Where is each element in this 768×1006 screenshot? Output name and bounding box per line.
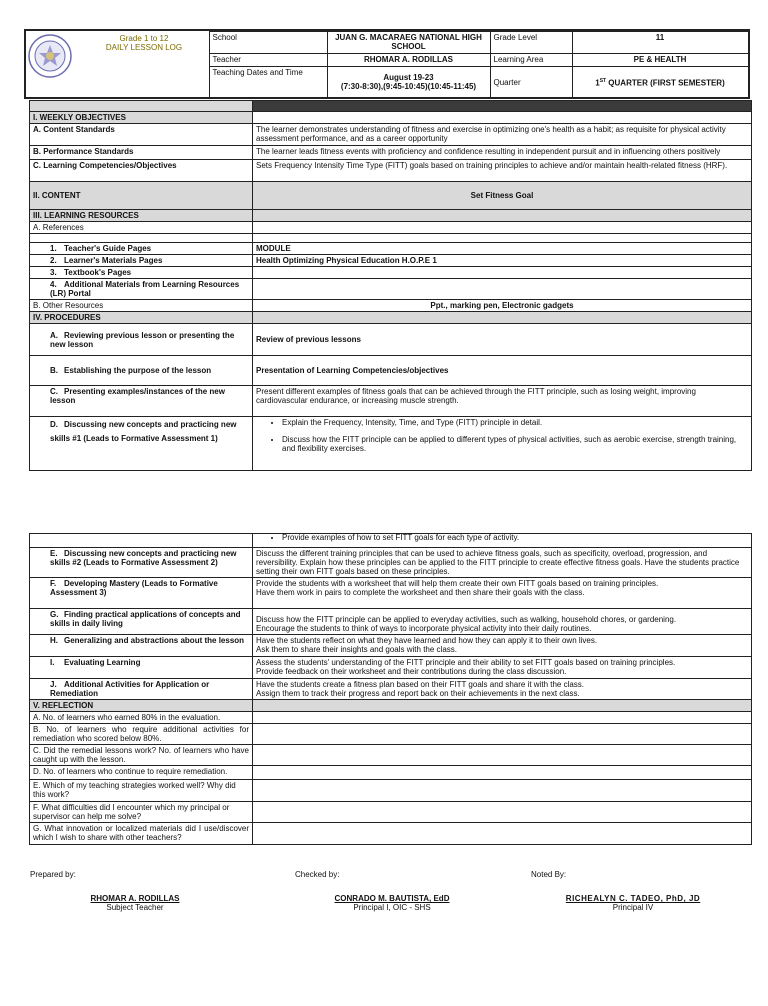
- procA-value: Review of previous lessons: [253, 324, 752, 356]
- ref3-num: 3.: [50, 268, 57, 277]
- teacher-signature: [60, 894, 210, 912]
- teacher-label: Teacher: [209, 54, 327, 67]
- procJ-label: [30, 679, 253, 700]
- quarter-num: 1: [595, 78, 600, 88]
- procI-line-1: Assess the students' understanding of the FITT principle and their ability to set FITT goals based on training principles.: [256, 658, 676, 667]
- procJ-line-1: Have the students create a fitness plan based on their FITT goals and share it with the class.: [256, 680, 585, 689]
- ref4-text: Additional Materials from Learning Resources (LR) Portal: [50, 280, 240, 298]
- procH-text: Generalizing and abstractions about the lesson: [64, 636, 245, 645]
- prepared-by-label: Prepared by:: [30, 870, 76, 879]
- procH-line-2: Ask them to share their insights and goals with the class.: [256, 645, 457, 654]
- refC-label: C. Did the remedial lessons work? No. of learners who have caught up with the lesson.: [30, 745, 253, 766]
- procG-line-1: Discuss how the FITT principle can be applied to everyday activities, such as walking, household chores, or gardening.: [256, 615, 677, 624]
- header-table: [26, 31, 749, 98]
- header-block: [24, 29, 750, 99]
- procD-text: Discussing new concepts and practicing new skills #1 (Leads to Formative Assessment 1): [50, 420, 237, 443]
- references-label: A. References: [30, 222, 253, 234]
- procJ-line-2: Assign them to track their progress and report back on their achievements in the next class.: [256, 689, 580, 698]
- checker-name: CONRADO M. BAUTISTA, EdD: [334, 894, 450, 903]
- procF-line-2: Have them work in pairs to complete the worksheet and then share their goals with the class.: [256, 588, 585, 597]
- checked-by-label: Checked by:: [295, 870, 340, 879]
- noter-title: Principal IV: [612, 903, 654, 912]
- ref1-num: 1.: [50, 244, 57, 253]
- procJ-text: Additional Activities for Application or Remediation: [50, 680, 210, 698]
- procB-text: Establishing the purpose of the lesson: [64, 366, 212, 375]
- procG-num: G.: [50, 610, 59, 619]
- procB-num: B.: [50, 366, 58, 375]
- school-label: School: [209, 32, 327, 54]
- logo-cell: [26, 32, 209, 98]
- quarter-rest: QUARTER (FIRST SEMESTER): [606, 78, 725, 88]
- procI-num: I.: [50, 658, 55, 667]
- ref3-text: Textbook's Pages: [64, 268, 132, 277]
- dates-line-1: August 19-23: [383, 73, 434, 82]
- teacher-name: RHOMAR A. RODILLAS: [90, 894, 180, 903]
- learning-area-label: Learning Area: [490, 54, 572, 67]
- procE-num: E.: [50, 549, 58, 558]
- procC-num: C.: [50, 387, 58, 396]
- ref4-label: [30, 279, 253, 300]
- grade-level-value: 11: [572, 32, 748, 54]
- deped-seal-icon: [28, 34, 72, 78]
- noted-by-label: Noted By:: [531, 870, 567, 879]
- quarter-value: [572, 67, 748, 98]
- ref1-label: [30, 243, 253, 255]
- procG-value: [253, 609, 752, 635]
- procH-num: H.: [50, 636, 58, 645]
- grade-level-label: Grade Level: [490, 32, 572, 54]
- refG-label: G. What innovation or localized materials did I use/discover which I wish to share with other teachers?: [30, 823, 253, 845]
- procA-num: A.: [50, 330, 58, 340]
- procD-label: [30, 417, 253, 471]
- quarter-label: Quarter: [490, 67, 572, 98]
- procJ-value: [253, 679, 752, 700]
- ref1-value: MODULE: [253, 243, 752, 255]
- content-standards-value: The learner demonstrates understanding of fitness and exercise in optimizing one's health as a habit; as requisite for physical activity assessment performance, and as a career opportunity: [253, 124, 752, 146]
- procI-line-2: Provide feedback on their worksheet and their contributions during the class discussion.: [256, 667, 567, 676]
- competencies-label: C. Learning Competencies/Objectives: [30, 160, 253, 182]
- school-value: JUAN G. MACARAEG NATIONAL HIGH SCHOOL: [327, 32, 490, 54]
- procI-text: Evaluating Learning: [64, 658, 141, 667]
- performance-standards-label: B. Performance Standards: [30, 146, 253, 160]
- teacher-value: RHOMAR A. RODILLAS: [327, 54, 490, 67]
- ref3-label: [30, 267, 253, 279]
- performance-standards-value: The learner leads fitness events with proficiency and confidence resulting in independent pursuit and in influencing others positively: [253, 146, 752, 160]
- quarter-sup: ST: [599, 77, 607, 84]
- objectives-table: [29, 100, 752, 471]
- learning-area-value: PE & HEALTH: [572, 54, 748, 67]
- procF-value: [253, 578, 752, 609]
- cont-bullet-cell: [253, 534, 752, 548]
- grade-range: Grade 1 to 12: [119, 33, 169, 43]
- procC-value: Present different examples of fitness goals that can be achieved through the FITT principle, such as losing weight, improving cardiovascular endurance, or increasing muscle strength.: [253, 386, 752, 417]
- refD-label: D. No. of learners who continue to require remediation.: [30, 766, 253, 780]
- dates-line-2: (7:30-8:30),(9:45-10:45)(10:45-11:45): [340, 82, 477, 91]
- resources-heading: III. LEARNING RESOURCES: [30, 210, 253, 222]
- procG-label: [30, 609, 253, 635]
- procedures-heading: IV. PROCEDURES: [30, 312, 253, 324]
- procedures-table-2: [29, 533, 752, 845]
- cont-bullet: • Provide examples of how to set FITT goals for each type of activity.: [282, 534, 748, 543]
- procI-value: [253, 657, 752, 679]
- checker-title: Principal I, OIC - SHS: [353, 903, 431, 912]
- dates-label: Teaching Dates and Time: [209, 67, 327, 98]
- procE-label: [30, 548, 253, 578]
- ref1-text: Teacher's Guide Pages: [64, 244, 152, 253]
- log-title: DAILY LESSON LOG: [105, 42, 183, 52]
- noter-name: RICHEALYN C. TADEO, PhD, JD: [565, 894, 701, 903]
- ref4-num: 4.: [50, 280, 57, 289]
- dates-value: [327, 67, 490, 98]
- procC-label: [30, 386, 253, 417]
- procD-num: D.: [50, 420, 58, 429]
- procG-line-2: Encourage the students to think of ways to incorporate physical activity into their daily routines.: [256, 624, 592, 633]
- procE-value: Discuss the different training principles that can be used to achieve fitness goals, such as specificity, overload, progression, and reversibility. Explain how these principles can be applied to the FITT principle to create effective fitness goals. Have the students practice setting their own FITT goals based on these principles.: [253, 548, 752, 578]
- procJ-num: J.: [50, 680, 57, 689]
- procB-value: Presentation of Learning Competencies/objectives: [253, 356, 752, 386]
- refE-label: E. Which of my teaching strategies worked well? Why did this work?: [30, 780, 253, 802]
- ref2-text: Learner's Materials Pages: [64, 256, 163, 265]
- refF-label: F. What difficulties did I encounter which my principal or supervisor can help me solve?: [30, 802, 253, 823]
- refB-label: B. No. of learners who require additional activities for remediation who scored below 80%.: [30, 724, 253, 745]
- content-standards-label: A. Content Standards: [30, 124, 253, 146]
- procH-label: [30, 635, 253, 657]
- procB-label: [30, 356, 253, 386]
- procH-line-1: Have the students reflect on what they have learned and how they can apply it to their own lives.: [256, 636, 598, 645]
- ref2-label: [30, 255, 253, 267]
- procD-bullet-1: • Explain the Frequency, Intensity, Time, and Type (FITT) principle in detail.: [282, 418, 748, 427]
- procH-value: [253, 635, 752, 657]
- weekly-objectives-heading: I. WEEKLY OBJECTIVES: [30, 112, 253, 124]
- checker-signature: [307, 894, 477, 912]
- procE-text: Discussing new concepts and practicing new skills #2 (Leads to Formative Assessment 2): [50, 549, 237, 567]
- content-value: Set Fitness Goal: [253, 182, 752, 210]
- competencies-value: Sets Frequency Intensity Time Type (FITT) goals based on training principles to achieve and/or maintain health-related fitness (HRF).: [253, 160, 752, 182]
- refA-label: A. No. of learners who earned 80% in the evaluation.: [30, 712, 253, 724]
- noter-signature: [548, 894, 718, 912]
- procF-num: F.: [50, 579, 57, 588]
- procD-bullet-2: • Discuss how the FITT principle can be applied to different types of physical activities, such as aerobic exercise, strength training, and flexibility exercises.: [282, 435, 748, 453]
- other-resources-value: Ppt., marking pen, Electronic gadgets: [253, 300, 752, 312]
- procF-line-1: Provide the students with a worksheet that will help them create their own FITT goals based on training principles.: [256, 579, 659, 588]
- procA-label: [30, 324, 253, 356]
- other-resources-label: B. Other Resources: [30, 300, 253, 312]
- procC-text: Presenting examples/instances of the new lesson: [50, 387, 225, 405]
- reflection-heading: V. REFLECTION: [30, 700, 253, 712]
- content-label: II. CONTENT: [30, 182, 253, 210]
- procA-text: Reviewing previous lesson or presenting the new lesson: [50, 330, 235, 349]
- ref2-value: Health Optimizing Physical Education H.O.P.E 1: [253, 255, 752, 267]
- procG-text: Finding practical applications of concepts and skills in daily living: [50, 610, 241, 628]
- procF-label: [30, 578, 253, 609]
- procD-value: [253, 417, 752, 471]
- ref2-num: 2.: [50, 256, 57, 265]
- teacher-title: Subject Teacher: [106, 903, 164, 912]
- procI-label: [30, 657, 253, 679]
- procF-text: Developing Mastery (Leads to Formative Assessment 3): [50, 579, 218, 597]
